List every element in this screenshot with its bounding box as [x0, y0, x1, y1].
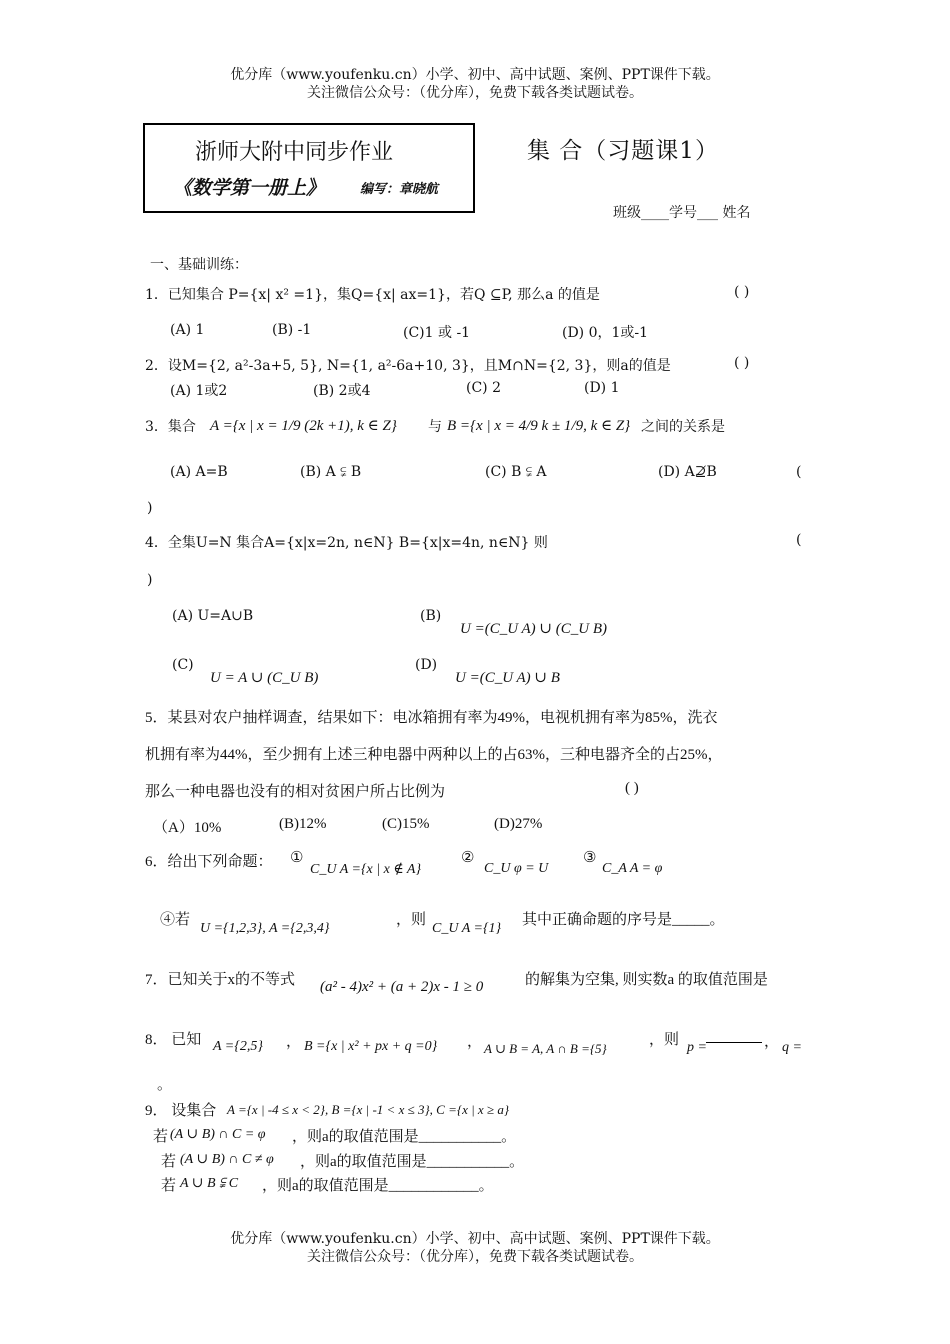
q9-line2-post: ，则a的取值范围是___________。 — [300, 1154, 525, 1170]
q2-stem: 2．设M={2, a²-3a+5, 5}, N={1, a²-6a+10, 3}，且M∩N={2, 3}，则a的值是 — [145, 358, 671, 374]
q8-stem: 8． 已知 — [145, 1032, 202, 1048]
q6-prop2: C_U φ = U — [484, 861, 549, 876]
q4-paren-open: ( — [796, 532, 802, 548]
q6-prop4-then: ，则 — [396, 912, 427, 928]
q4-stem: 4．全集U=N 集合A={x|x=2n, n∈N} B={x|x=4n, n∈N} 则 — [145, 535, 548, 551]
q1-option-a: (A) 1 — [170, 322, 205, 338]
q1-option-c: (C)1 或 -1 — [403, 325, 471, 341]
q2-option-a: (A) 1或2 — [170, 383, 228, 399]
q4-option-d-label: (D) — [415, 657, 438, 673]
header-line-2: 关注微信公众号：（优分库），免费下载各类试题试卷。 — [307, 85, 643, 101]
q9-stem: 9． 设集合 — [145, 1103, 217, 1119]
q8-end: 。 — [157, 1077, 173, 1093]
q8-then: ，则 — [649, 1032, 680, 1048]
q8-q: q = — [782, 1040, 802, 1055]
q4-option-b: U =(C_U A) ∪ (C_U B) — [460, 621, 607, 637]
q5-option-b: (B)12% — [279, 816, 327, 832]
q9-line3-cond: A ∪ B ⫋ C — [180, 1176, 239, 1191]
q9-line3-pre: 若 — [161, 1178, 177, 1194]
q6-prop4-result: C_U A ={1} — [432, 921, 502, 936]
q4-option-d: U =(C_U A) ∪ B — [455, 670, 560, 686]
q4-option-c: U = A ∪ (C_U B) — [210, 670, 319, 686]
q1-stem: 1．已知集合 P={x| x² =1}，集Q={x| ax=1}，若Q ⊆P, 那么a 的值是 — [145, 287, 600, 303]
q3-paren-close: ) — [147, 500, 153, 516]
q5-option-c: (C)15% — [382, 816, 430, 832]
q2-paren: ( ) — [734, 355, 750, 371]
q6-prop1-num: ① — [290, 850, 304, 866]
q9-line1-pre: 若 — [153, 1129, 169, 1145]
q3-set-b: B ={x | x = 4/9 k ± 1/9, k ∈ Z} — [447, 418, 631, 434]
q6-prop4-num: ④若 — [160, 912, 191, 928]
q3-mid: 与 — [428, 419, 442, 435]
q5-option-d: (D)27% — [494, 816, 543, 832]
q5-line-1: 5．某县对农户抽样调查，结果如下：电冰箱拥有率为49%，电视机拥有率为85%，洗衣 — [145, 710, 718, 726]
q1-paren: ( ) — [734, 284, 750, 300]
q3-option-b: (B) A ⫋ B — [300, 464, 362, 480]
title-box — [143, 123, 475, 213]
q5-line-2: 机拥有率为44%，至少拥有上述三种电器中两种以上的占63%，三种电器齐全的占25%， — [145, 747, 723, 763]
page-title: 集 合（习题课1） — [527, 138, 719, 164]
q3-option-a: (A) A=B — [170, 464, 228, 480]
q8-p: p = — [687, 1040, 707, 1055]
q7-stem: 7．已知关于x的不等式 — [145, 972, 296, 988]
q4-option-b-label: (B) — [420, 608, 442, 624]
q3-stem: 3．集合 — [145, 419, 196, 435]
q6-stem: 6．给出下列命题： — [145, 854, 273, 870]
q2-option-b: (B) 2或4 — [313, 383, 371, 399]
q4-option-c-label: (C) — [172, 657, 194, 673]
book-name: 《数学第一册上》 — [173, 177, 326, 199]
q7-tail: 的解集为空集, 则实数a 的取值范围是 — [525, 972, 768, 988]
q8-condition: A ∪ B = A, A ∩ B ={5} — [484, 1041, 607, 1056]
q9-line3-post: ，则a的取值范围是____________。 — [262, 1178, 494, 1194]
q6-prop2-num: ② — [461, 850, 475, 866]
q6-prop1: C_U A ={x | x ∉ A} — [310, 862, 422, 877]
q3-paren-open: ( — [796, 464, 802, 480]
q6-tail: 其中正确命题的序号是_____。 — [522, 912, 725, 928]
q9-line2-cond: (A ∪ B) ∩ C ≠ φ — [180, 1152, 274, 1167]
footer-line-1: 优分库（www.youfenku.cn）小学、初中、高中试题、案例、PPT课件下载。 — [230, 1231, 720, 1247]
header-line-1: 优分库（www.youfenku.cn）小学、初中、高中试题、案例、PPT课件下载。 — [230, 67, 720, 83]
q3-option-d: (D) A⊉B — [658, 464, 717, 480]
q6-prop4-sets: U ={1,2,3}, A ={2,3,4} — [200, 921, 330, 936]
q5-line-3: 那么一种电器也没有的相对贫困户所占比例为 — [145, 784, 446, 800]
q4-option-a: (A) U=A∪B — [172, 608, 254, 624]
q9-sets: A ={x | -4 ≤ x < 2}, B ={x | -1 < x ≤ 3}, C ={x | x ≥ a} — [227, 1102, 510, 1117]
q7-inequality: (a² - 4)x² + (a + 2)x - 1 ≥ 0 — [320, 979, 484, 995]
section-heading: 一、基础训练： — [150, 257, 248, 273]
q4-paren-close: ) — [147, 572, 153, 588]
q9-line2-pre: 若 — [161, 1154, 177, 1170]
q3-tail: 之间的关系是 — [641, 419, 725, 435]
q1-option-b: (B) -1 — [272, 322, 312, 338]
q5-paren: ( ) — [625, 780, 639, 796]
q8-set-a: A ={2,5} — [213, 1039, 263, 1054]
school-name: 浙师大附中同步作业 — [195, 140, 394, 165]
q9-line1-cond: (A ∪ B) ∩ C = φ — [170, 1127, 266, 1142]
q9-line1-post: ，则a的取值范围是___________。 — [292, 1129, 517, 1145]
q6-prop3-num: ③ — [583, 850, 597, 866]
q3-set-a: A ={x | x = 1/9 (2k +1), k ∈ Z} — [210, 418, 397, 434]
author: 编写：章晓航 — [360, 182, 439, 197]
class-line: 班级____学号___ 姓名 — [613, 205, 751, 221]
q8-p-blank — [706, 1042, 762, 1043]
q2-option-c: (C) 2 — [466, 380, 501, 396]
q3-option-c: (C) B ⫋ A — [485, 464, 547, 480]
footer-line-2: 关注微信公众号：（优分库），免费下载各类试题试卷。 — [307, 1249, 643, 1265]
q1-option-d: (D) 0，1或-1 — [562, 325, 649, 341]
q8-set-b: B ={x | x² + px + q =0} — [304, 1039, 438, 1054]
q5-option-a: （A）10% — [153, 820, 222, 836]
q6-prop3: C_A A = φ — [602, 861, 663, 876]
q2-option-d: (D) 1 — [584, 380, 620, 396]
